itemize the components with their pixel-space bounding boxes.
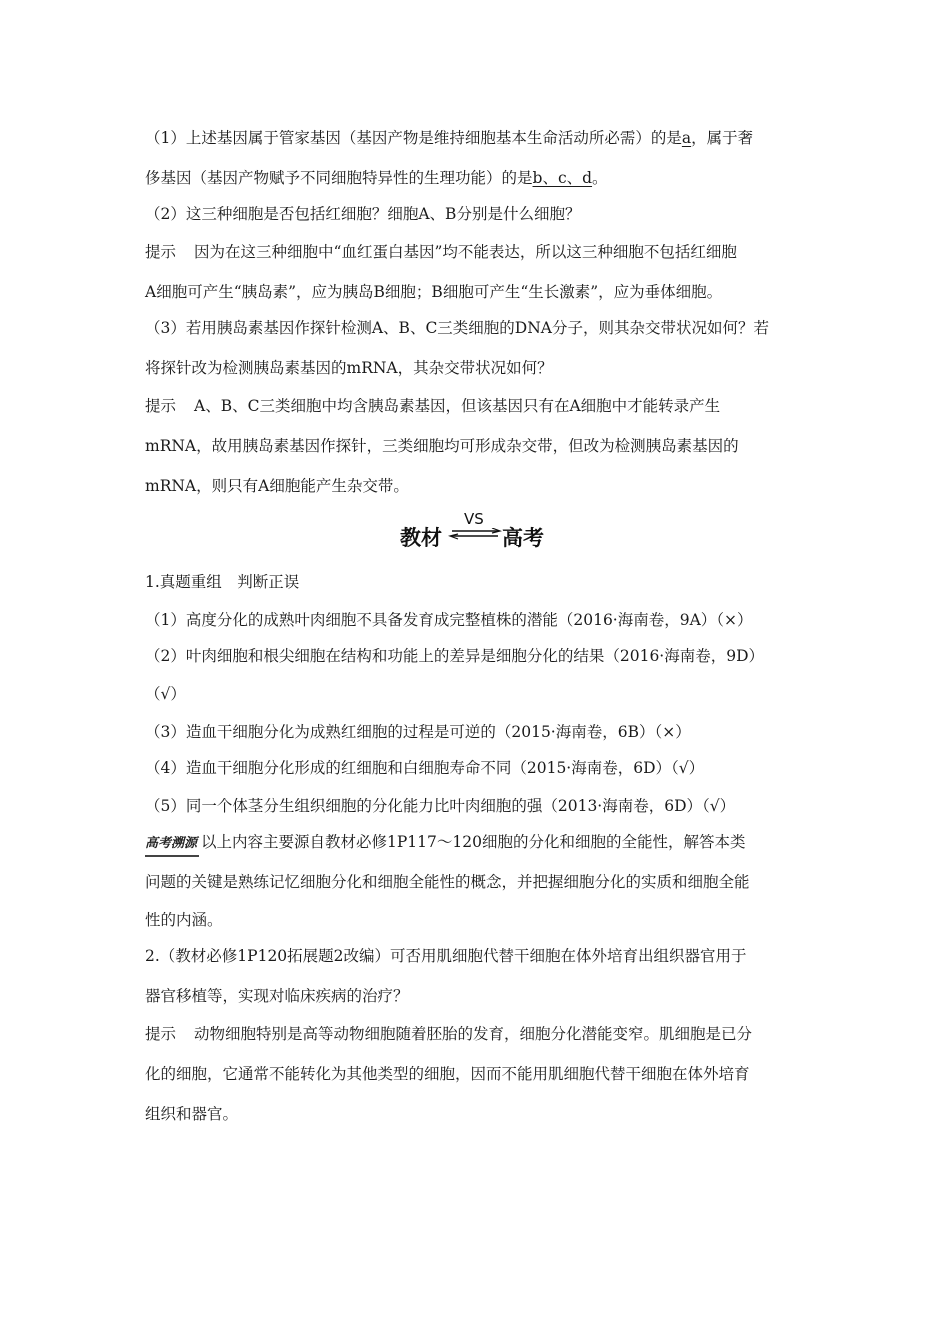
source-text: 以上内容主要源自教材必修1P117～120细胞的分化和细胞的全能性，解答本类	[201, 833, 746, 851]
judgement-item-2-answer: （√）	[145, 685, 186, 703]
question-1-line-2	[145, 168, 810, 188]
question-3-hint-line-3: mRNA，则只有A细胞能产生杂交带。	[145, 477, 409, 495]
question-3-line-2: 将探针改为检测胰岛素基因的mRNA，其杂交带状况如何？	[145, 359, 553, 377]
question-1-line-1	[145, 128, 810, 148]
judgement-item-1: （1）高度分化的成熟叶肉细胞不具备发育成完整植株的潜能（2016·海南卷，9A）（×）	[145, 611, 753, 629]
q1-answer-housekeeping: a	[681, 129, 692, 147]
judgement-item-3: （3）造血干细胞分化为成熟红细胞的过程是可逆的（2015·海南卷，6B）（×）	[145, 723, 691, 741]
source-note-line-1	[145, 832, 810, 856]
source-note-line-2: 问题的关键是熟练记忆细胞分化和细胞全能性的概念，并把握细胞分化的实质和细胞全能	[145, 873, 750, 891]
section-2-hint-line-2: 化的细胞，它通常不能转化为其他类型的细胞，因而不能用肌细胞代替干细胞在体外培育	[145, 1065, 750, 1083]
q1-answer-luxury: b、c、d	[532, 169, 593, 187]
textbook-vs-exam-banner	[400, 508, 560, 552]
hint-label: 提示	[145, 1025, 177, 1043]
section-2-line-1: 2.（教材必修1P120拓展题2改编）可否用肌细胞代替干细胞在体外培育出组织器官用于	[145, 947, 747, 965]
double-arrow-icon	[448, 528, 502, 540]
source-note-line-3: 性的内涵。	[145, 911, 223, 929]
question-2-hint-line-1	[145, 242, 810, 262]
question-2: （2）这三种细胞是否包括红细胞？细胞A、B分别是什么细胞？	[145, 205, 581, 223]
judgement-item-5: （5）同一个体茎分生组织细胞的分化能力比叶肉细胞的强（2013·海南卷，6D）（√）	[145, 797, 736, 815]
section-2-hint-line-3: 组织和器官。	[145, 1105, 239, 1123]
question-3-hint-line-2: mRNA，故用胰岛素基因作探针，三类细胞均可形成杂交带，但改为检测胰岛素基因的	[145, 437, 739, 455]
question-3-hint-line-1	[145, 396, 810, 416]
q1-text: ，属于奢	[691, 129, 754, 147]
hint-label: 提示	[145, 397, 177, 415]
section-2-hint-line-1	[145, 1024, 810, 1044]
hint-text: A、B、C三类细胞中均含胰岛素基因，但该基因只有在A细胞中才能转录产生	[194, 397, 721, 415]
exam-source-badge: 高考溯源	[145, 834, 199, 856]
q1-text: （1）上述基因属于管家基因（基因产物是维持细胞基本生命活动所必需）的是	[145, 129, 682, 147]
hint-text: 动物细胞特别是高等动物细胞随着胚胎的发育，细胞分化潜能变窄。肌细胞是已分	[194, 1025, 753, 1043]
section-2-line-2: 器官移植等，实现对临床疾病的治疗？	[145, 987, 409, 1005]
q1-text: 侈基因（基因产物赋予不同细胞特异性的生理功能）的是	[145, 169, 533, 187]
judgement-item-4: （4）造血干细胞分化形成的红细胞和白细胞寿命不同（2015·海南卷，6D）（√）	[145, 759, 705, 777]
question-2-hint-line-2: A细胞可产生“胰岛素”，应为胰岛B细胞；B细胞可产生“生长激素”，应为垂体细胞。	[145, 283, 723, 301]
banner-textbook: 教材	[400, 526, 442, 550]
judgement-item-2: （2）叶肉细胞和根尖细胞在结构和功能上的差异是细胞分化的结果（2016·海南卷，9D）	[145, 647, 765, 665]
q1-text: 。	[592, 169, 608, 187]
hint-text: 因为在这三种细胞中“血红蛋白基因”均不能表达，所以这三种细胞不包括红细胞	[194, 243, 737, 261]
hint-label: 提示	[145, 243, 177, 261]
question-3-line-1: （3）若用胰岛素基因作探针检测A、B、C三类细胞的DNA分子，则其杂交带状况如何？若	[145, 319, 769, 337]
section-1-title: 1.真题重组 判断正误	[145, 573, 300, 591]
banner-vs: VS	[464, 510, 484, 528]
banner-exam: 高考	[502, 526, 544, 550]
